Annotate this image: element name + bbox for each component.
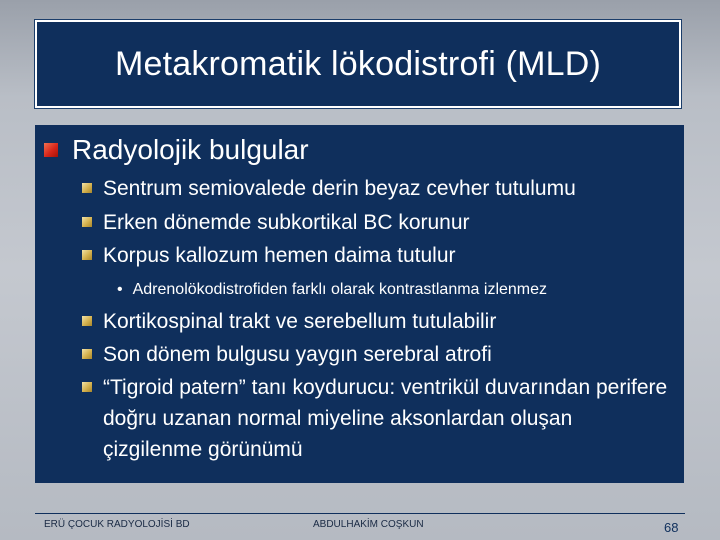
dot-bullet-icon: • — [117, 281, 123, 298]
bullet-text: Son dönem bulgusu yaygın serebral atrofi — [103, 343, 492, 366]
title-box — [35, 20, 681, 108]
footer-center-text: ABDULHAKİM COŞKUN — [313, 519, 424, 530]
bullet-item — [82, 176, 576, 202]
square-bullet-icon — [82, 217, 92, 227]
square-bullet-icon — [82, 382, 92, 392]
footer-divider — [35, 513, 685, 514]
section-heading: Radyolojik bulgular — [72, 134, 309, 165]
bullet-item — [82, 375, 673, 465]
bullet-text: Korpus kallozum hemen daima tutulur — [103, 244, 456, 267]
slide-title: Metakromatik lökodistrofi (MLD) — [114, 44, 602, 83]
bullet-item — [82, 210, 470, 236]
bullet-item — [82, 309, 496, 335]
square-bullet-icon — [82, 316, 92, 326]
bullet-item — [82, 243, 456, 269]
sub-bullet-item — [117, 281, 547, 299]
bullet-text: Sentrum semiovalede derin beyaz cevher tutulumu — [103, 177, 576, 200]
square-bullet-icon — [82, 250, 92, 260]
bullet-text: Erken dönemde subkortikal BC korunur — [103, 211, 470, 234]
page-number: 68 — [664, 520, 679, 535]
square-bullet-icon — [44, 143, 58, 157]
bullet-item — [82, 342, 492, 368]
heading-row — [44, 134, 309, 166]
bullet-text: “Tigroid patern” tanı koydurucu: ventrikül duvarından perifere doğru uzanan normal miyeline aksonlardan oluşan çizgilenme görünümü — [103, 376, 668, 461]
bullet-text: Kortikospinal trakt ve serebellum tutulabilir — [103, 310, 497, 333]
sub-bullet-text: Adrenolökodistrofiden farklı olarak kontrastlanma izlenmez — [132, 281, 548, 298]
square-bullet-icon — [82, 183, 92, 193]
footer-left-text: ERÜ ÇOCUK RADYOLOJİSİ BD — [44, 519, 190, 530]
square-bullet-icon — [82, 349, 92, 359]
